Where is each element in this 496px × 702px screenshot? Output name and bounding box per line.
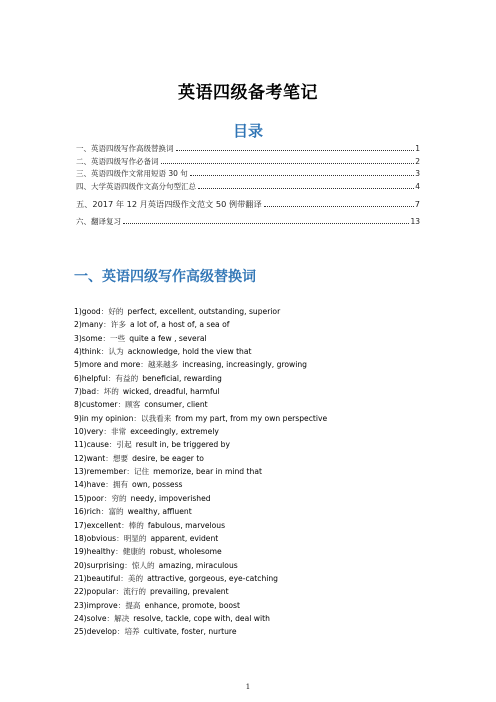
vocab-word: 3)some bbox=[74, 333, 103, 343]
vocab-meaning: ：健康的 bbox=[115, 547, 146, 557]
vocab-synonyms: beneficial, rewarding bbox=[142, 373, 222, 383]
list-item bbox=[74, 505, 434, 518]
vocab-word: 25)develop bbox=[74, 627, 117, 637]
toc-entry-label: 五、2017 年 12 月英语四级作文范文 50 例带翻译 bbox=[76, 199, 262, 209]
toc-entry-page: 3 bbox=[415, 169, 420, 178]
vocab-word: 20)surprising bbox=[74, 560, 125, 570]
vocab-list bbox=[74, 305, 434, 639]
list-item bbox=[74, 625, 434, 638]
list-item bbox=[74, 332, 434, 345]
toc-entry[interactable] bbox=[76, 183, 420, 191]
vocab-meaning: ：非常 bbox=[103, 427, 127, 437]
vocab-word: 18)obvious bbox=[74, 533, 117, 543]
vocab-synonyms: resolve, tackle, cope with, deal with bbox=[133, 613, 270, 623]
vocab-word: 1)good bbox=[74, 307, 101, 316]
vocab-synonyms: wicked, dreadful, harmful bbox=[122, 387, 220, 397]
vocab-synonyms: memorize, bear in mind that bbox=[153, 467, 262, 477]
vocab-word: 7)bad bbox=[74, 387, 97, 397]
vocab-synonyms: own, possess bbox=[132, 480, 183, 490]
vocab-meaning: ：越来越多 bbox=[140, 360, 179, 370]
toc-entry-label: 一、英语四级写作高级替换词 bbox=[76, 144, 174, 153]
vocab-word: 24)solve bbox=[74, 613, 107, 623]
vocab-meaning: ：认为 bbox=[100, 347, 124, 357]
table-of-contents bbox=[76, 145, 420, 226]
toc-entry[interactable] bbox=[76, 158, 420, 166]
vocab-meaning: ：坏的 bbox=[96, 387, 119, 397]
toc-entry-page: 13 bbox=[410, 217, 420, 227]
vocab-meaning: ：美的 bbox=[120, 573, 144, 583]
toc-entry-page: 4 bbox=[415, 181, 420, 191]
vocab-word: 21)beautiful bbox=[74, 573, 121, 583]
vocab-meaning: ：顾客 bbox=[117, 400, 141, 410]
list-item bbox=[74, 398, 434, 411]
vocab-synonyms: wealthy, affluent bbox=[127, 507, 192, 517]
vocab-word: 2)many bbox=[74, 320, 104, 330]
list-item bbox=[74, 358, 434, 371]
vocab-meaning: ：以我看来 bbox=[133, 413, 172, 423]
vocab-word: 11)cause bbox=[74, 440, 109, 450]
toc-dot-leader bbox=[198, 187, 414, 189]
toc-dot-leader bbox=[161, 162, 415, 164]
vocab-meaning: ：穷的 bbox=[103, 493, 127, 503]
vocab-word: 23)improve bbox=[74, 600, 118, 610]
list-item bbox=[74, 438, 434, 451]
vocab-word: 13)remember bbox=[74, 467, 127, 477]
toc-entry-label: 四、大学英语四级作文高分句型汇总 bbox=[76, 181, 196, 191]
vocab-word: 10)very bbox=[74, 427, 104, 437]
toc-entry-label: 三、英语四级作文常用短语 30 句 bbox=[76, 169, 188, 178]
vocab-synonyms: from my part, from my own perspective bbox=[175, 413, 328, 423]
section-heading: 一、英语四级写作高级替换词 bbox=[74, 269, 256, 285]
list-item bbox=[74, 532, 434, 545]
vocab-meaning: ：提高 bbox=[117, 600, 141, 610]
vocab-word: 15)poor bbox=[74, 493, 104, 503]
list-item bbox=[74, 492, 434, 505]
page-number: 1 bbox=[245, 683, 251, 691]
toc-dot-leader bbox=[264, 205, 414, 207]
list-item bbox=[74, 478, 434, 491]
list-item bbox=[74, 452, 434, 465]
list-item bbox=[74, 345, 434, 358]
list-item bbox=[74, 545, 434, 558]
list-item bbox=[74, 599, 434, 612]
vocab-synonyms: fabulous, marvelous bbox=[147, 520, 226, 530]
vocab-meaning: ：培养 bbox=[116, 627, 140, 637]
vocab-synonyms: increasing, increasingly, growing bbox=[182, 360, 308, 370]
toc-dot-leader bbox=[123, 222, 409, 224]
vocab-meaning: ：流行的 bbox=[115, 587, 146, 597]
vocab-meaning: ：解决 bbox=[106, 613, 130, 623]
vocab-word: 6)helpful bbox=[74, 373, 108, 383]
vocab-synonyms: result in, be triggered by bbox=[135, 440, 230, 450]
vocab-word: 22)popular bbox=[74, 587, 116, 597]
vocab-synonyms: desire, be eager to bbox=[132, 453, 204, 463]
list-item bbox=[74, 372, 434, 385]
toc-entry-page: 2 bbox=[415, 156, 420, 166]
list-item bbox=[74, 612, 434, 625]
vocab-synonyms: attractive, gorgeous, eye-catching bbox=[147, 573, 279, 583]
document-title: 英语四级备考笔记 bbox=[178, 83, 318, 103]
list-item bbox=[74, 519, 434, 532]
toc-entry[interactable] bbox=[76, 218, 420, 226]
vocab-meaning: ：明显的 bbox=[116, 533, 147, 543]
vocab-synonyms: perfect, excellent, outstanding, superior bbox=[127, 307, 281, 316]
list-item bbox=[74, 305, 434, 318]
toc-entry[interactable] bbox=[76, 200, 420, 208]
vocab-synonyms: robust, wholesome bbox=[149, 547, 222, 557]
vocab-word: 16)rich bbox=[74, 507, 101, 517]
vocab-meaning: ：许多 bbox=[103, 320, 126, 330]
vocab-synonyms: a lot of, a host of, a sea of bbox=[129, 320, 230, 330]
vocab-synonyms: amazing, miraculous bbox=[158, 560, 238, 570]
vocab-meaning: ：惊人的 bbox=[124, 560, 155, 570]
vocab-synonyms: cultivate, foster, nurture bbox=[143, 627, 237, 637]
toc-entry-label: 二、英语四级写作必备词 bbox=[76, 156, 159, 166]
vocab-synonyms: apparent, evident bbox=[150, 533, 219, 543]
vocab-meaning: ：有益的 bbox=[107, 373, 139, 383]
vocab-synonyms: prevailing, prevalent bbox=[150, 587, 229, 597]
vocab-synonyms: acknowledge, hold the view that bbox=[127, 347, 252, 357]
list-item bbox=[74, 412, 434, 425]
vocab-meaning: ：记住 bbox=[126, 467, 150, 477]
vocab-word: 4)think bbox=[74, 347, 101, 357]
toc-entry-page: 7 bbox=[414, 199, 420, 209]
toc-entry[interactable] bbox=[76, 170, 420, 178]
vocab-synonyms: consumer, client bbox=[144, 400, 208, 410]
vocab-word: 9)in my opinion bbox=[74, 413, 134, 423]
toc-entry-label: 六、翻译复习 bbox=[76, 217, 121, 227]
toc-heading: 目录 bbox=[232, 122, 263, 140]
vocab-word: 12)want bbox=[74, 453, 106, 463]
vocab-meaning: ：棒的 bbox=[121, 520, 144, 530]
toc-entry-page: 1 bbox=[415, 144, 420, 153]
toc-dot-leader bbox=[176, 149, 415, 151]
list-item bbox=[74, 465, 434, 478]
vocab-synonyms: quite a few , several bbox=[129, 333, 207, 343]
list-item bbox=[74, 585, 434, 598]
vocab-synonyms: exceedingly, extremely bbox=[130, 427, 219, 437]
list-item bbox=[74, 318, 434, 331]
list-item bbox=[74, 385, 434, 398]
vocab-word: 5)more and more bbox=[74, 360, 141, 370]
vocab-word: 8)customer bbox=[74, 400, 118, 410]
vocab-meaning: ：拥有 bbox=[105, 480, 129, 490]
list-item bbox=[74, 572, 434, 585]
vocab-meaning: ：好的 bbox=[100, 307, 124, 316]
vocab-meaning: ：富的 bbox=[100, 507, 124, 517]
vocab-meaning: ：想要 bbox=[105, 453, 129, 463]
toc-dot-leader bbox=[190, 174, 414, 176]
list-item bbox=[74, 559, 434, 572]
vocab-synonyms: needy, impoverished bbox=[130, 493, 211, 503]
vocab-meaning: ：一些 bbox=[102, 333, 126, 343]
vocab-word: 19)healthy bbox=[74, 547, 116, 557]
list-item bbox=[74, 425, 434, 438]
vocab-word: 14)have bbox=[74, 480, 106, 490]
vocab-word: 17)excellent bbox=[74, 520, 122, 530]
toc-entry[interactable] bbox=[76, 145, 420, 153]
vocab-synonyms: enhance, promote, boost bbox=[144, 600, 240, 610]
vocab-meaning: ：引起 bbox=[108, 440, 132, 450]
